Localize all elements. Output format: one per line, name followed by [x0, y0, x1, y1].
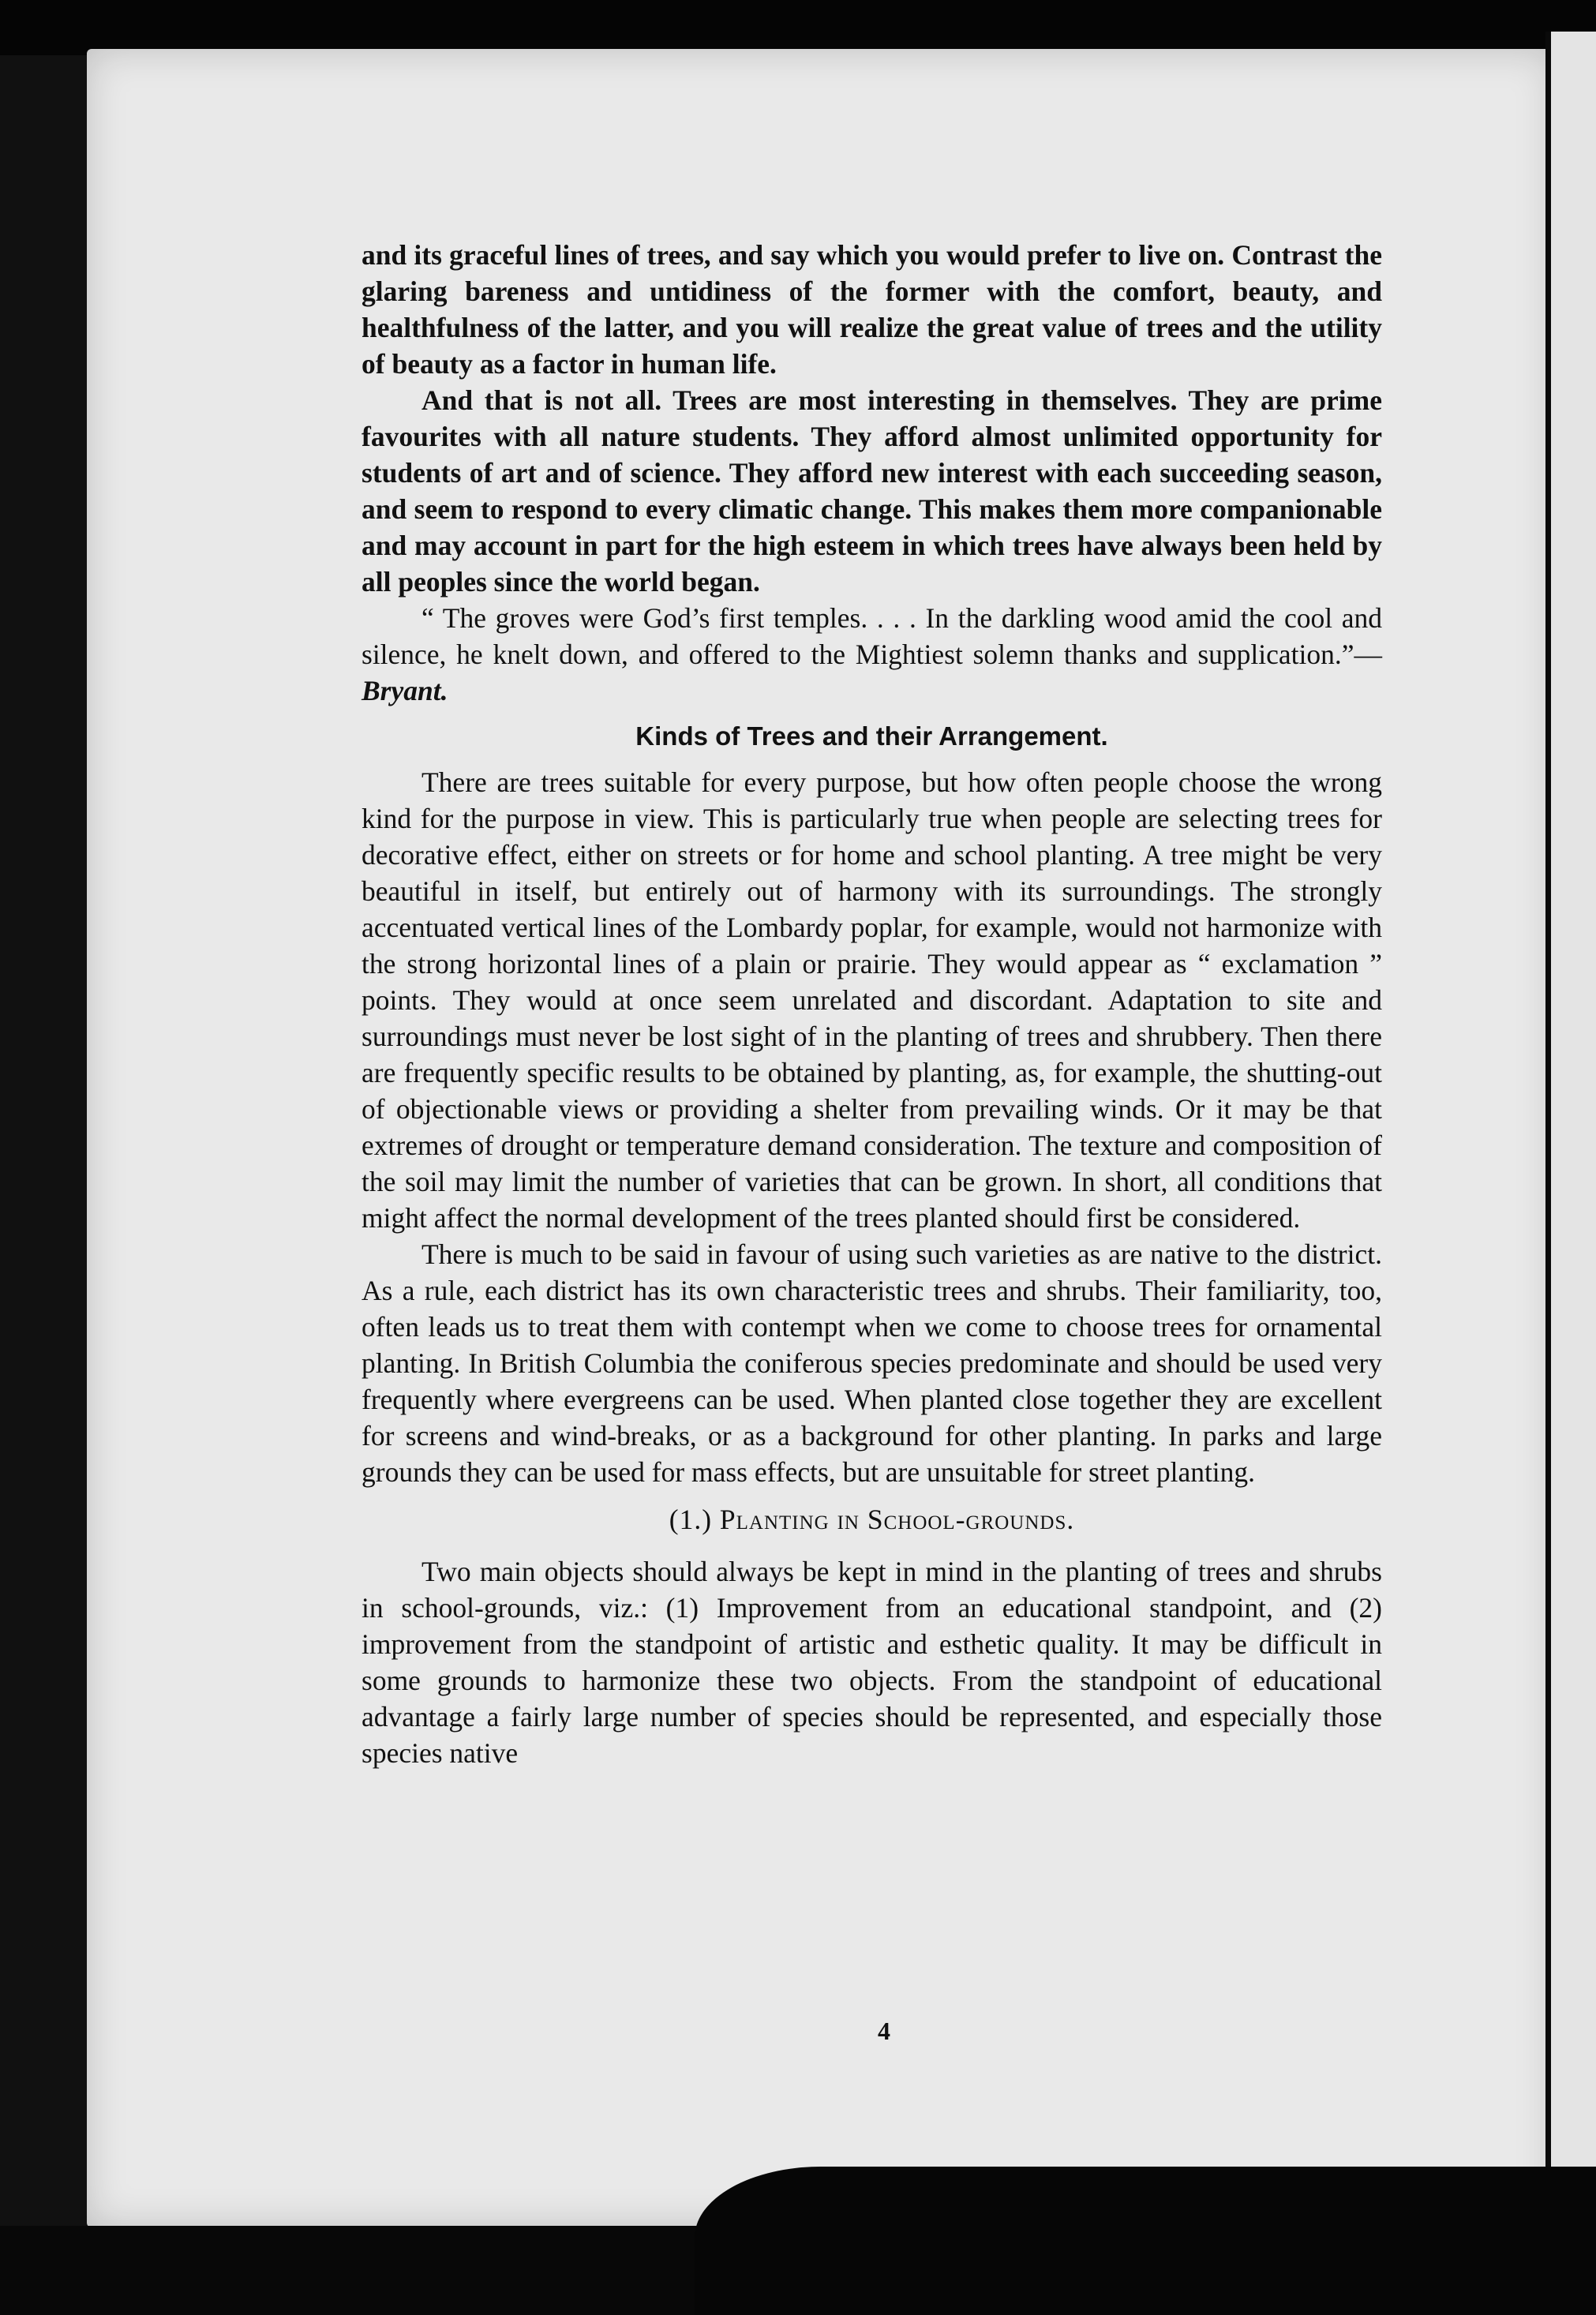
adjacent-page-edge — [1545, 32, 1596, 2242]
section-heading: Kinds of Trees and their Arrangement. — [635, 721, 1108, 751]
subsection-heading: (1.) Planting in School-grounds. — [669, 1504, 1075, 1535]
quote-paragraph — [362, 600, 1382, 709]
paragraph-native-varieties: There is much to be said in favour of using such varieties as are native to the district. As a rule, each district has its own characteristic trees and shrubs. Their familiarity, too, often leads us to treat them with contempt when we come to choose trees for ornamental planting. In British Columbia the coniferous species predominate and should be used very frequently where evergreens can be used. When planted close together they are excellent for screens and wind-breaks, or as a background for other planting. In parks and large grounds they can be used for mass effects, but are unsuitable for street planting. — [362, 1238, 1382, 1488]
torn-page-corner — [695, 2167, 1596, 2315]
scan-border-top — [0, 0, 1596, 55]
quote-author: Bryant. — [362, 675, 448, 706]
paragraph-kinds-of-trees: There are trees suitable for every purpose, but how often people choose the wrong kind for the purpose in view. This is particularly true when people are selecting trees for decorative effect, either on streets or for home and school planting. A tree might be very beautiful in itself, but entirely out of harmony with its surroundings. The strongly accentuated vertical lines of the Lombardy poplar, for example, would not harmonize with the strong horizontal lines of a plain or prairie. They would appear as “ exclamation ” points. They would at once seem unrelated and discordant. Adaptation to site and surroundings must never be lost sight of in the planting of trees and shrubbery. Then there are frequently specific results to be obtained by planting, as, for example, the shutting-out of objectionable views or providing a shelter from prevailing winds. Or it may be that extremes of drought or temperature demand consideration. The texture and composition of the soil may limit the number of varieties that can be grown. In short, all conditions that might affect the normal development of the trees planted should first be considered. — [362, 766, 1382, 1234]
paragraph-trees-value: and its graceful lines of trees, and say which you would prefer to live on. Contrast the glaring bareness and untidiness of the former with the comfort, beauty, and healthfulness of the latter, and you will realize the great value of trees and the utility of beauty as a factor in human life. — [362, 239, 1382, 380]
page-body — [362, 237, 1382, 1771]
paragraph-school-grounds: Two main objects should always be kept in mind in the planting of trees and shrubs in school-grounds, viz.: (1) Improvement from an educational standpoint, and (2) improvement from the standpoint of artistic and esthetic quality. It may be difficult in some grounds to harmonize these two objects. From the standpoint of educational advantage a fairly large number of species should be represented, and especially those species native — [362, 1556, 1382, 1769]
quote-text: “ The groves were God’s first temples. . . . In the darkling wood amid the cool and silence, he knelt down, and offered to the Mightiest solemn thanks and supplication.”— — [362, 602, 1382, 670]
paragraph-trees-interesting: And that is not all. Trees are most interesting in themselves. They are prime favourites with all nature students. They afford almost unlimited opportunity for students of art and of science. They afford new interest with each succeeding season, and seem to respond to every climatic change. This makes them more companionable and may account in part for the high esteem in which trees have always been held by all peoples since the world began. — [362, 384, 1382, 597]
page-number: 4 — [878, 2017, 890, 2045]
